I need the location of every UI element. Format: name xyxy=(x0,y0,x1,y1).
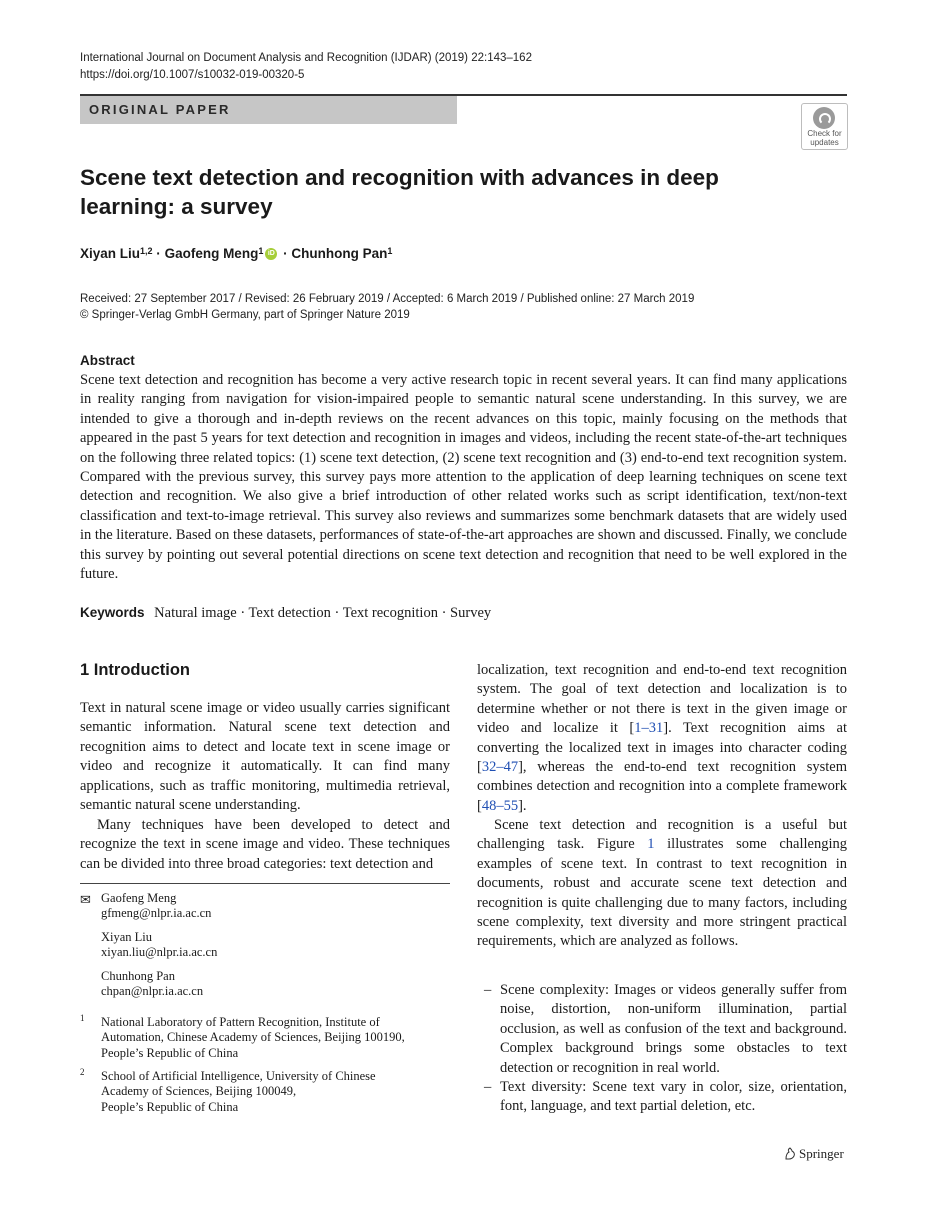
author-list xyxy=(80,244,392,264)
abstract-text: Scene text detection and recognition has become a very active research topic in recent several years. It can find many applications in reality ranging from navigation for vision-impaired people to semantic natural scene understanding. In this survey, we are intended to give a thorough and in-depth reviews on the recent advances on this topic, mainly focusing on the methods that appeared in the past 5 years for text detection and recognition in images and videos, including the recent state-of-the-art techniques on the following three related topics: (1) scene text detection, (2) scene text recognition and (3) end-to-end text recognition system. Compared with the previous survey, this survey pays more attention to the application of deep learning techniques on scene text detection and recognition. We also give a brief introduction of other related works such as script identification, text/non-text classification and text-to-image retrieval. This survey also reviews and summarizes some benchmark datasets that are widely used in the literature. Based on these datasets, performances of state-of-the-art approaches are shown and discussed. Finally, we conclude this survey by pointing out several potential directions on scene text detection and recognition that need to be well explored in the future. xyxy=(80,372,847,583)
text-run: illustrates some challenging examples of scene text. In contrast to text recognition in documents, robust and accurate scene text detection and recognition is quite challenging due to many factors, including scene complexity, text diversity and more stringent practical requirements, which are analyzed as follows. xyxy=(477,836,847,950)
keyword-separator: · xyxy=(240,605,246,621)
keyword: Text recognition xyxy=(342,605,438,621)
section-heading-introduction: 1 Introduction xyxy=(80,661,190,679)
affiliation-number: 1 xyxy=(80,1013,85,1023)
orcid-icon[interactable]: iD xyxy=(265,248,277,260)
text-run: localization, text recognition and end-to-end text recognition system. The goal of text detection and localization is to determine whether or not there is text in the given image or video and localize it [ xyxy=(477,662,847,737)
keyword: Survey xyxy=(450,605,492,621)
corresponding-contacts xyxy=(101,891,441,999)
citation-link[interactable]: 1–31 xyxy=(634,720,664,737)
springer-horse-icon xyxy=(784,1147,796,1160)
list-item: – Text diversity: Scene text vary in color, size, orientation, font, language, and text partial deletion, etc. xyxy=(484,1079,847,1115)
intro-paragraph: Many techniques have been developed to detect and recognize the text in scene image and video. These techniques can be divided into three broad categories: text detection and xyxy=(80,817,450,872)
affiliation xyxy=(101,1069,441,1115)
keywords xyxy=(80,603,491,623)
author-name[interactable]: Chunhong Pan xyxy=(291,246,388,261)
challenge-list xyxy=(477,981,847,1117)
contact-name: Chunhong Pan xyxy=(101,968,175,983)
text-run: ]. xyxy=(518,797,527,814)
publication-dates: Received: 27 September 2017 / Revised: 26 February 2019 / Accepted: 6 March 2019 / Published online: 27 March 2019 xyxy=(80,293,695,305)
article-type-label: ORIGINAL PAPER xyxy=(89,102,231,117)
figure-link[interactable]: 1 xyxy=(647,836,655,853)
envelope-icon: ✉ xyxy=(80,892,91,907)
intro-paragraph xyxy=(477,816,847,952)
keywords-label: Keywords xyxy=(80,605,145,620)
affiliation-line: School of Artificial Intelligence, University of Chinese xyxy=(101,1069,376,1083)
contact-name: Gaofeng Meng xyxy=(101,891,177,905)
affiliation-line: Automation, Chinese Academy of Sciences, Beijing 100190, xyxy=(101,1030,405,1045)
intro-paragraph: Text in natural scene image or video usually carries significant semantic information. Natural scene text detection and recognition aims to detect and locate text in scene image or video and recognize it automatically. It can find many applications, such as traffic monitoring, multimedia retrieval, semantic natural scene understanding. xyxy=(80,700,450,814)
keyword: Text detection xyxy=(248,605,331,621)
author-separator: · xyxy=(156,246,161,261)
contact-email[interactable]: xiyan.liu@nlpr.ia.ac.cn xyxy=(101,945,218,960)
keyword: Natural image xyxy=(154,605,237,621)
text-run: ], whereas the end-to-end text recognition system combines detection and recognition into a complete framework [ xyxy=(477,759,847,814)
keyword-separator: · xyxy=(334,605,340,621)
paper-title: Scene text detection and recognition with advances in deep learning: a survey xyxy=(80,165,719,219)
check-updates-label: Check for updates xyxy=(807,129,842,147)
author-affiliation-mark: 1 xyxy=(387,246,393,256)
author-affiliation-mark: 1 xyxy=(258,246,264,256)
citation-link[interactable]: 32–47 xyxy=(481,759,519,776)
text-run: Scene text detection and recognition is a useful but challenging task. Figure xyxy=(477,817,847,853)
author-name[interactable]: Xiyan Liu xyxy=(80,246,141,261)
affiliation-line: People’s Republic of China xyxy=(101,1045,239,1060)
contact-email[interactable]: gfmeng@nlpr.ia.ac.cn xyxy=(101,906,212,921)
affiliation-line: Academy of Sciences, Beijing 100049, xyxy=(101,1084,297,1099)
author-name[interactable]: Gaofeng Meng xyxy=(164,246,259,261)
keyword-separator: · xyxy=(441,605,447,621)
publisher-footer xyxy=(784,1146,844,1162)
publisher-name: Springer xyxy=(799,1146,844,1161)
list-item-text: Scene complexity: Images or videos generally suffer from noise, distortion, non-uniform illumination, partial occlusion, as well as confusion of the text and background. Complex background brings some obstacles to text detection or recognition in real world. xyxy=(500,982,847,1076)
list-item-text: Text diversity: Scene text vary in color, size, orientation, font, language, and text partial deletion, etc. xyxy=(500,1079,847,1115)
check-for-updates-badge[interactable] xyxy=(801,103,848,150)
affiliation-line: People’s Republic of China xyxy=(101,1099,239,1114)
affiliation-number: 2 xyxy=(80,1067,85,1077)
intro-paragraph xyxy=(477,661,847,816)
abstract-heading: Abstract xyxy=(80,353,135,368)
text-run: ]. Text recognition aims at converting the localized text in images into character coding [ xyxy=(477,720,847,776)
author-separator: · xyxy=(283,246,288,261)
affiliation xyxy=(101,1015,441,1061)
journal-line: International Journal on Document Analysis and Recognition (IJDAR) (2019) 22:143–162 xyxy=(80,52,532,64)
update-check-icon xyxy=(813,107,835,129)
affiliation-line: National Laboratory of Pattern Recognition, Institute of xyxy=(101,1015,380,1029)
copyright-notice: © Springer-Verlag GmbH Germany, part of Springer Nature 2019 xyxy=(80,309,410,321)
citation-link[interactable]: 48–55 xyxy=(481,797,519,814)
contact-name: Xiyan Liu xyxy=(101,929,153,944)
list-item: – Scene complexity: Images or videos generally suffer from noise, distortion, non-uniform illumination, partial occlusion, as well as confusion of the text and background. Complex background brings some obstacles to text detection or recognition in real world. xyxy=(484,982,847,1076)
author-affiliation-mark: 1,2 xyxy=(140,246,153,256)
contact-email[interactable]: chpan@nlpr.ia.ac.cn xyxy=(101,984,204,999)
doi-link[interactable]: https://doi.org/10.1007/s10032-019-00320-5 xyxy=(80,69,305,81)
footnote-rule xyxy=(80,883,450,884)
